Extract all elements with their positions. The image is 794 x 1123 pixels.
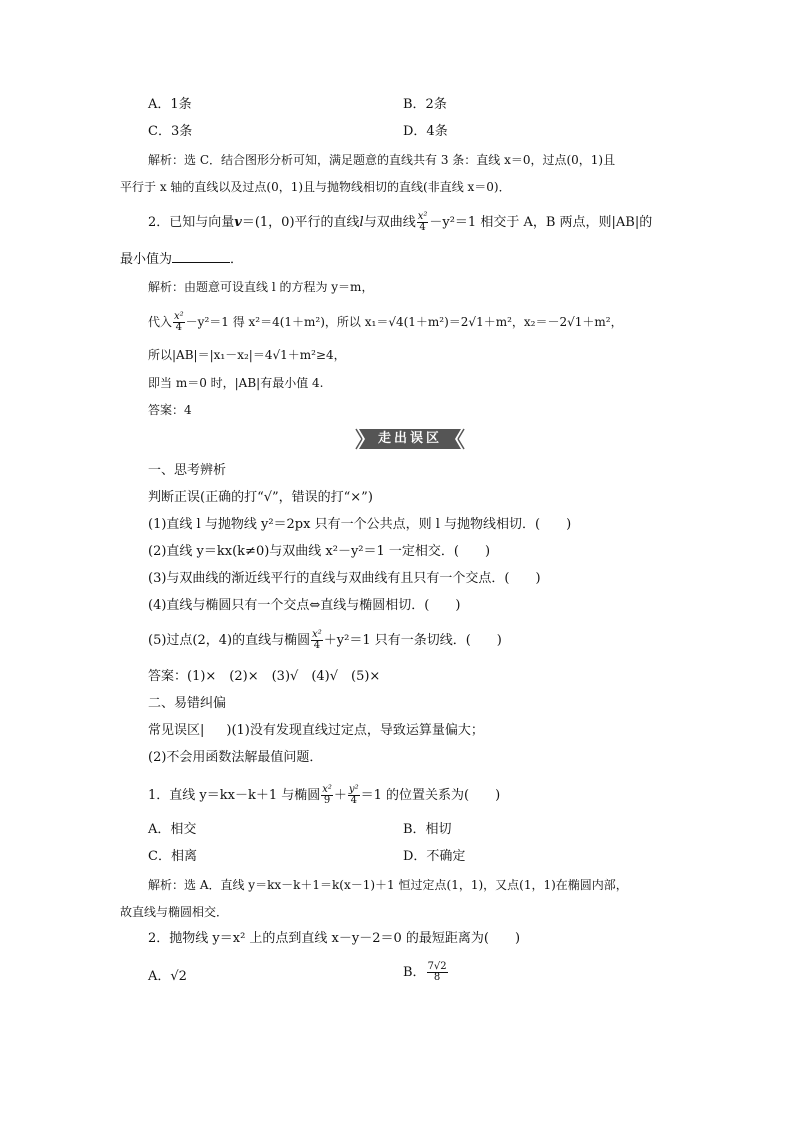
line-l: l	[359, 215, 364, 230]
fraction	[427, 962, 448, 983]
judge-item-2: (2)直线 y＝kx(k≠0)与双曲线 x²－y²＝1 一定相交．( )	[148, 544, 491, 559]
judge-item-1: (1)直线 l 与抛物线 y²＝2px 只有一个公共点，则 l 与抛物线相切．( )	[148, 517, 572, 532]
option-b: B．2条	[403, 97, 447, 112]
option-b-label: B．	[403, 965, 426, 980]
q2-analysis-derivation: －y²＝1 得 x²＝4(1＋m²)，所以 x₁＝√4(1＋m²)＝2√1＋m²，x₂＝－2√1＋m²，	[185, 315, 623, 329]
fraction-denominator: 4	[419, 222, 426, 233]
fraction	[321, 785, 333, 806]
fraction	[348, 785, 360, 806]
s2-q1-option-b: B．相切	[403, 822, 452, 837]
fraction-denominator: 4	[313, 640, 321, 651]
s2-q1-suffix: ＝1 的位置关系为( )	[360, 788, 501, 803]
answer-blank[interactable]	[172, 250, 230, 263]
s2-q1-option-a: A．相交	[148, 822, 197, 837]
section-banner	[355, 427, 465, 451]
q2-analysis-prefix: 代入	[148, 315, 173, 329]
q2-middle: 与双曲线	[363, 215, 416, 230]
fraction-numerator: y²	[348, 784, 359, 795]
q2-analysis-line4: 即当 m＝0 时，|AB|有最小值 4.	[148, 376, 324, 390]
option-c: C．3条	[148, 124, 193, 139]
q2-analysis-line3: 所以|AB|＝|x₁－x₂|＝4√1＋m²≥4，	[148, 348, 346, 362]
s2-q1-option-c: C．相离	[148, 849, 197, 864]
fraction-denominator: 4	[350, 795, 357, 806]
s2-q1-analysis-line2: 故直线与椭圆相交．	[120, 905, 229, 919]
section2-title: 二、易错纠偏	[148, 696, 227, 711]
common-mistakes-line1	[148, 723, 484, 739]
item5-prefix: (5)过点(2，4)的直线与椭圆	[148, 633, 311, 648]
judge-item-4: (4)直线与椭圆只有一个交点⇔直线与椭圆相切．( )	[148, 598, 461, 613]
s2-q1-option-d: D．不确定	[403, 849, 466, 864]
question-2	[148, 212, 652, 233]
q2-answer: 答案：4	[148, 403, 192, 417]
s2-q1-prefix: 1．直线 y＝kx－k＋1 与椭圆	[148, 788, 321, 803]
s2-question-2: 2．抛物线 y＝x² 上的点到直线 x－y－2＝0 的最短距离为( )	[148, 931, 521, 946]
q2-line2-text: 最小值为	[120, 252, 173, 267]
s2-q2-option-a: A．√2	[148, 969, 187, 984]
fraction-numerator: x²	[312, 629, 322, 640]
s2-question-1	[148, 785, 500, 806]
common-mistakes-line2: (2)不会用函数法解最值问题．	[148, 750, 323, 765]
section1-title: 一、思考辨析	[148, 463, 227, 478]
judge-item-3: (3)与双曲线的渐近线平行的直线与双曲线有且只有一个交点．( )	[148, 571, 541, 586]
option-a: A．1条	[148, 97, 192, 112]
q1-analysis-line1: 解析：选 C．结合图形分析可知，满足题意的直线共有 3 条：直线 x＝0，过点(0，1)且	[148, 153, 616, 167]
common-mistakes-label: 常见误区|	[148, 723, 205, 738]
plus-sign: ＋	[333, 788, 347, 803]
fraction	[311, 630, 323, 651]
question-2-line2	[120, 250, 243, 268]
section1-answer: 答案：(1)× (2)× (3)√ (4)√ (5)×	[148, 669, 381, 684]
q2-analysis-line1: 解析：由题意可设直线 l 的方程为 y＝m，	[148, 280, 374, 294]
q2-vector: ＝(1，0)平行的直线	[241, 215, 360, 230]
fraction	[417, 212, 429, 233]
s2-q2-option-b	[403, 962, 449, 983]
fraction	[173, 312, 185, 333]
fraction-numerator: x²	[174, 311, 184, 322]
fraction-numerator: x²	[322, 784, 332, 795]
q2-prefix: 2．已知与向量	[148, 215, 235, 230]
fraction-denominator: 9	[323, 795, 331, 806]
fraction-numerator: 7√2	[427, 961, 447, 972]
q1-analysis-line2: 平行于 x 轴的直线以及过点(0，1)且与抛物线相切的直线(非直线 x＝0)．	[120, 180, 511, 194]
fraction-numerator: x²	[417, 211, 428, 222]
fraction-denominator: 8	[433, 972, 441, 983]
s2-q1-analysis-line1: 解析：选 A．直线 y＝kx－k＋1＝k(x－1)＋1 恒过定点(1，1)，又点(1，1)在椭圆内部，	[148, 878, 628, 892]
q2-after-fraction: －y²＝1 相交于 A，B 两点，则|AB|的	[429, 215, 653, 230]
item5-suffix: ＋y²＝1 只有一条切线．( )	[323, 633, 502, 648]
section1-instruction: 判断正误(正确的打“√”，错误的打“×”)	[148, 490, 373, 505]
vector-v: v	[234, 215, 242, 230]
q2-analysis-line2	[148, 312, 623, 333]
mistake-1: )(1)没有发现直线过定点，导致运算量偏大；	[226, 723, 484, 738]
fraction-denominator: 4	[175, 322, 183, 333]
q2-line2-end: ．	[230, 252, 244, 267]
banner-label: 走出误区	[377, 431, 442, 446]
judge-item-5	[148, 630, 502, 651]
option-d: D．4条	[403, 124, 448, 139]
